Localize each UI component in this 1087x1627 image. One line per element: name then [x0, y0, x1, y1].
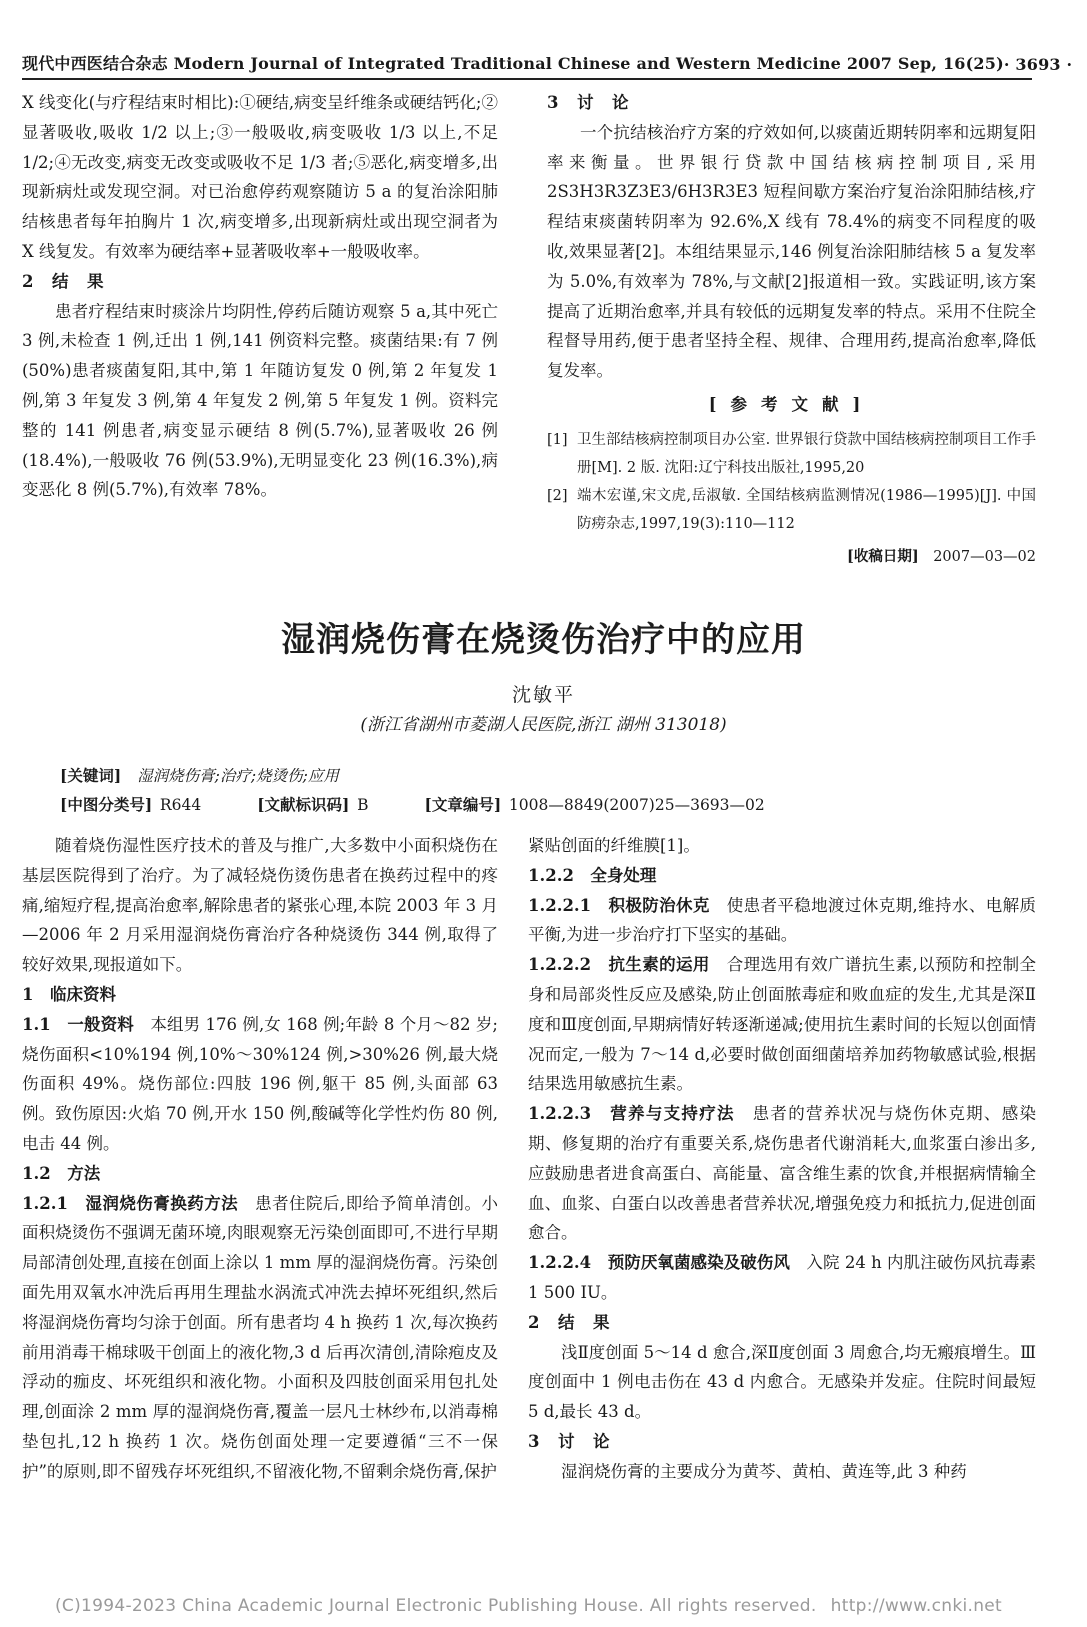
section-1-2-2-4-label: 1.2.2.4 预防厌氧菌感染及破伤风: [528, 1253, 790, 1273]
prev-article-right-column: [547, 88, 1036, 573]
article-author: 沈敏平: [511, 684, 575, 706]
section-1-heading: 1 临床资料: [22, 984, 116, 1004]
article-title: 湿润烧伤膏在烧烫伤治疗中的应用: [281, 620, 806, 660]
section-1-2-2-1-text: 使患者平稳地渡过休克期,维持水、电解质平衡,为进一步治疗打下坚实的基础。: [528, 895, 1036, 945]
keywords-line: [60, 764, 339, 786]
section-1-2-2-4-paragraph: [528, 1248, 1036, 1308]
clc-label: [中图分类号]: [60, 795, 153, 814]
keywords-label: [关键词]: [60, 766, 122, 785]
received-label: [收稿日期]: [846, 547, 919, 565]
article-affiliation: (浙江省湖州市菱湖人民医院,浙江 湖州 313018): [360, 715, 727, 735]
received-date: 2007—03—02: [933, 548, 1036, 565]
received-date-line: [547, 542, 1036, 573]
section-1-2-2-4-text: 入院 24 h 内肌注破伤风抗毒素 1 500 IU。: [528, 1253, 1037, 1302]
section-1-2-2-2-text: 合理选用有效广谱抗生素,以预防和控制全身和局部炎性反应及感染,防止创面脓毒症和败血症的发生,尤其是深Ⅱ度和Ⅲ度创面,早期病情好转逐渐递减;使用抗生素时间的长短以创面情况而定,一般为 7～14 d,必要时做创面细菌培养加药物敏感试验,根据结果选用敏感抗生素。: [528, 955, 1036, 1094]
section-1-2-1-label: 1.2.1 湿润烧伤膏换药方法: [22, 1193, 239, 1213]
discussion-paragraph: 一个抗结核治疗方案的疗效如何,以痰菌近期转阴率和远期复阳率来衡量。世界银行贷款中国结核病控制项目,采用 2S3H3R3Z3E3/6H3R3E3 短程间歇方案治疗复治涂阳肺结核,疗程结束痰菌转阴率为 92.6%,X 线有 78.4%的病变不同程度的吸收,效果显著[2]。本组结果显示,146 例复治涂阳肺结核 5 a 复发率为 5.0%,有效率为 78%,与文献[2]报道相一致。实践证明,该方案提高了近期治愈率,并具有较低的远期复发率的特点。采用不住院全程督导用药,便于患者坚持全程、规律、合理用药,提高治愈率,降低复发率。: [547, 122, 1036, 381]
intro-paragraph: 随着烧伤湿性医疗技术的普及与推广,大多数中小面积烧伤在基层医院得到了治疗。为了减轻烧伤烫伤患者在换药过程中的疼痛,缩短疗程,提高治愈率,解除患者的紧张心理,本院 2003 年 3 月—2006 年 2 月采用湿润烧伤膏治疗各种烧烫伤 344 例,取得了较好效果,现报道如下。: [22, 836, 498, 975]
continued-text: 紧贴创面的纤维膜[1]。: [528, 836, 700, 855]
cnki-url: http://www.cnki.net: [830, 1596, 1002, 1616]
section-2-heading: 2 结 果: [528, 1312, 611, 1332]
discussion-heading: 3 讨 论: [547, 93, 630, 112]
classification-line: [60, 793, 805, 815]
section-3-paragraph: 湿润烧伤膏的主要成分为黄芩、黄柏、黄连等,此 3 种药: [561, 1461, 967, 1481]
copyright-footer: [55, 1596, 1002, 1616]
references-title: [参考文献]: [708, 394, 875, 414]
section-1-2-heading: 1.2 方法: [22, 1163, 101, 1183]
article-number-value: 1008—8849(2007)25—3693—02: [508, 796, 765, 814]
clc-value: R644: [159, 796, 202, 814]
results-heading: 2 结 果: [22, 271, 105, 291]
section-1-2-2-heading: 1.2.2 全身处理: [528, 865, 657, 885]
section-1-1-paragraph: [22, 1010, 498, 1159]
article-left-column: [22, 831, 498, 1487]
section-1-2-2-3-paragraph: [528, 1099, 1036, 1248]
section-1-2-2-1-label: 1.2.2.1 积极防治休克: [528, 895, 710, 915]
prev-article-left-column: [22, 88, 498, 505]
section-1-2-2-2-paragraph: [528, 950, 1036, 1099]
results-paragraph: 患者疗程结束时痰涂片均阴性,停药后随访观察 5 a,其中死亡 3 例,未检查 1 例,迁出 1 例,141 例资料完整。痰菌结果:有 7 例(50%)患者痰菌复阳,其中,第 1 年随访复发 0 例,第 2 年复发 1 例,第 3 年复发 3 例,第 4 年复发 2 例,第 5 年复发 1 例。资料完整的 141 例患者,病变显示硬结 8 例(5.7%),显著吸收 26 例(18.4%),一般吸收 76 例(53.9%),无明显变化 23 例(16.3%),病变恶化 8 例(5.7%),有效率 78%。: [22, 301, 498, 500]
section-1-2-1-paragraph: [22, 1189, 498, 1487]
reference-item: [547, 426, 1036, 482]
section-1-1-label: 1.1 一般资料: [22, 1014, 134, 1034]
xray-criteria-paragraph: X 线变化(与疗程结束时相比):①硬结,病变呈纤维条或硬结钙化;②显著吸收,吸收 1/2 以上;③一般吸收,病变吸收 1/3 以上,不足 1/2;④无改变,病变无改变或吸收不足 1/3 者;⑤恶化,病变增多,出现新病灶或发现空洞。对已治愈停药观察随访 5 a 的复治涂阳肺结核患者每年拍胸片 1 次,病变增多,出现新病灶或出现空洞者为 X 线复发。有效率为硬结率+显著吸收率+一般吸收率。: [22, 93, 498, 261]
section-1-2-1-text: 患者住院后,即给予简单清创。小面积烧烫伤不强调无菌环境,肉眼观察无污染创面即可,不进行早期局部清创处理,直接在创面上涂以 1 mm 厚的湿润烧伤膏。污染创面先用双氧水冲洗后再用生理盐水涡流式冲洗去掉坏死组织,然后将湿润烧伤膏均匀涂于创面。所有患者均 4 h 换药 1 次,每次换药前用消毒干棉球吸干创面上的液化物,3 d 后再次清创,清除疱皮及浮动的痂皮、坏死组织和液化物。小面积及四肢创面采用包扎处理,创面涂 2 mm 厚的湿润烧伤膏,覆盖一层凡士林纱布,以消毒棉垫包扎,12 h 换药 1 次。烧伤创面处理一定要遵循“三不一保护”的原则,即不留残存坏死组织,不留液化物,不留剩余烧伤膏,保护: [22, 1193, 498, 1481]
article-number-label: [文章编号]: [424, 795, 502, 814]
reference-item: [547, 482, 1036, 538]
section-3-heading: 3 讨 论: [528, 1431, 611, 1451]
page-number: · 3693 ·: [1003, 55, 1073, 74]
running-head: [22, 40, 1073, 74]
copyright-text: (C)1994-2023 China Academic Journal Electronic Publishing House. All rights reserved.: [55, 1596, 817, 1616]
keywords-value: 湿润烧伤膏;治疗;烧烫伤;应用: [137, 767, 339, 785]
header-rule: [22, 78, 1032, 80]
reference-number: [1]: [547, 431, 568, 448]
reference-number: [2]: [547, 487, 568, 504]
section-1-2-2-2-label: 1.2.2.2 抗生素的运用: [528, 955, 710, 975]
doc-code-value: B: [357, 796, 369, 814]
section-2-paragraph: 浅Ⅱ度创面 5～14 d 愈合,深Ⅱ度创面 3 周愈合,均无瘢痕增生。Ⅲ度创面中 1 例电击伤在 43 d 内愈合。无感染并发症。住院时间最短 5 d,最长 43 d。: [528, 1342, 1036, 1422]
section-1-2-2-3-label: 1.2.2.3 营养与支持疗法: [528, 1104, 735, 1124]
doc-code-label: [文献标识码]: [257, 795, 350, 814]
section-1-2-2-3-text: 患者的营养状况与烧伤休克期、感染期、修复期的治疗有重要关系,烧伤患者代谢消耗大,血浆蛋白渗出多,应鼓励患者进食高蛋白、高能量、富含维生素的饮食,并根据病情输全血、血浆、白蛋白以改善患者营养状况,增强免疫力和抵抗力,促进创面愈合。: [528, 1104, 1037, 1243]
journal-citation: 现代中西医结合杂志 Modern Journal of Integrated Traditional Chinese and Western Medicine 2007 Sep, 16(25): [22, 54, 1004, 73]
reference-text: 端木宏谨,宋文虎,岳淑敏. 全国结核病监测情况(1986—1995)[J]. 中国防痨杂志,1997,19(3):110—112: [577, 487, 1036, 532]
reference-text: 卫生部结核病控制项目办公室. 世界银行贷款中国结核病控制项目工作手册[M]. 2 版. 沈阳:辽宁科技出版社,1995,20: [577, 431, 1036, 476]
section-1-2-2-1-paragraph: [528, 891, 1036, 951]
article-right-column: [528, 831, 1036, 1487]
section-1-1-text: 本组男 176 例,女 168 例;年龄 8 个月～82 岁;烧伤面积<10%194 例,10%～30%124 例,>30%26 例,最大烧伤面积 49%。烧伤部位:四肢 196 例,躯干 85 例,头面部 63 例。致伤原因:火焰 70 例,开水 150 例,酸碱等化学性灼伤 80 例,电击 44 例。: [22, 1014, 498, 1153]
